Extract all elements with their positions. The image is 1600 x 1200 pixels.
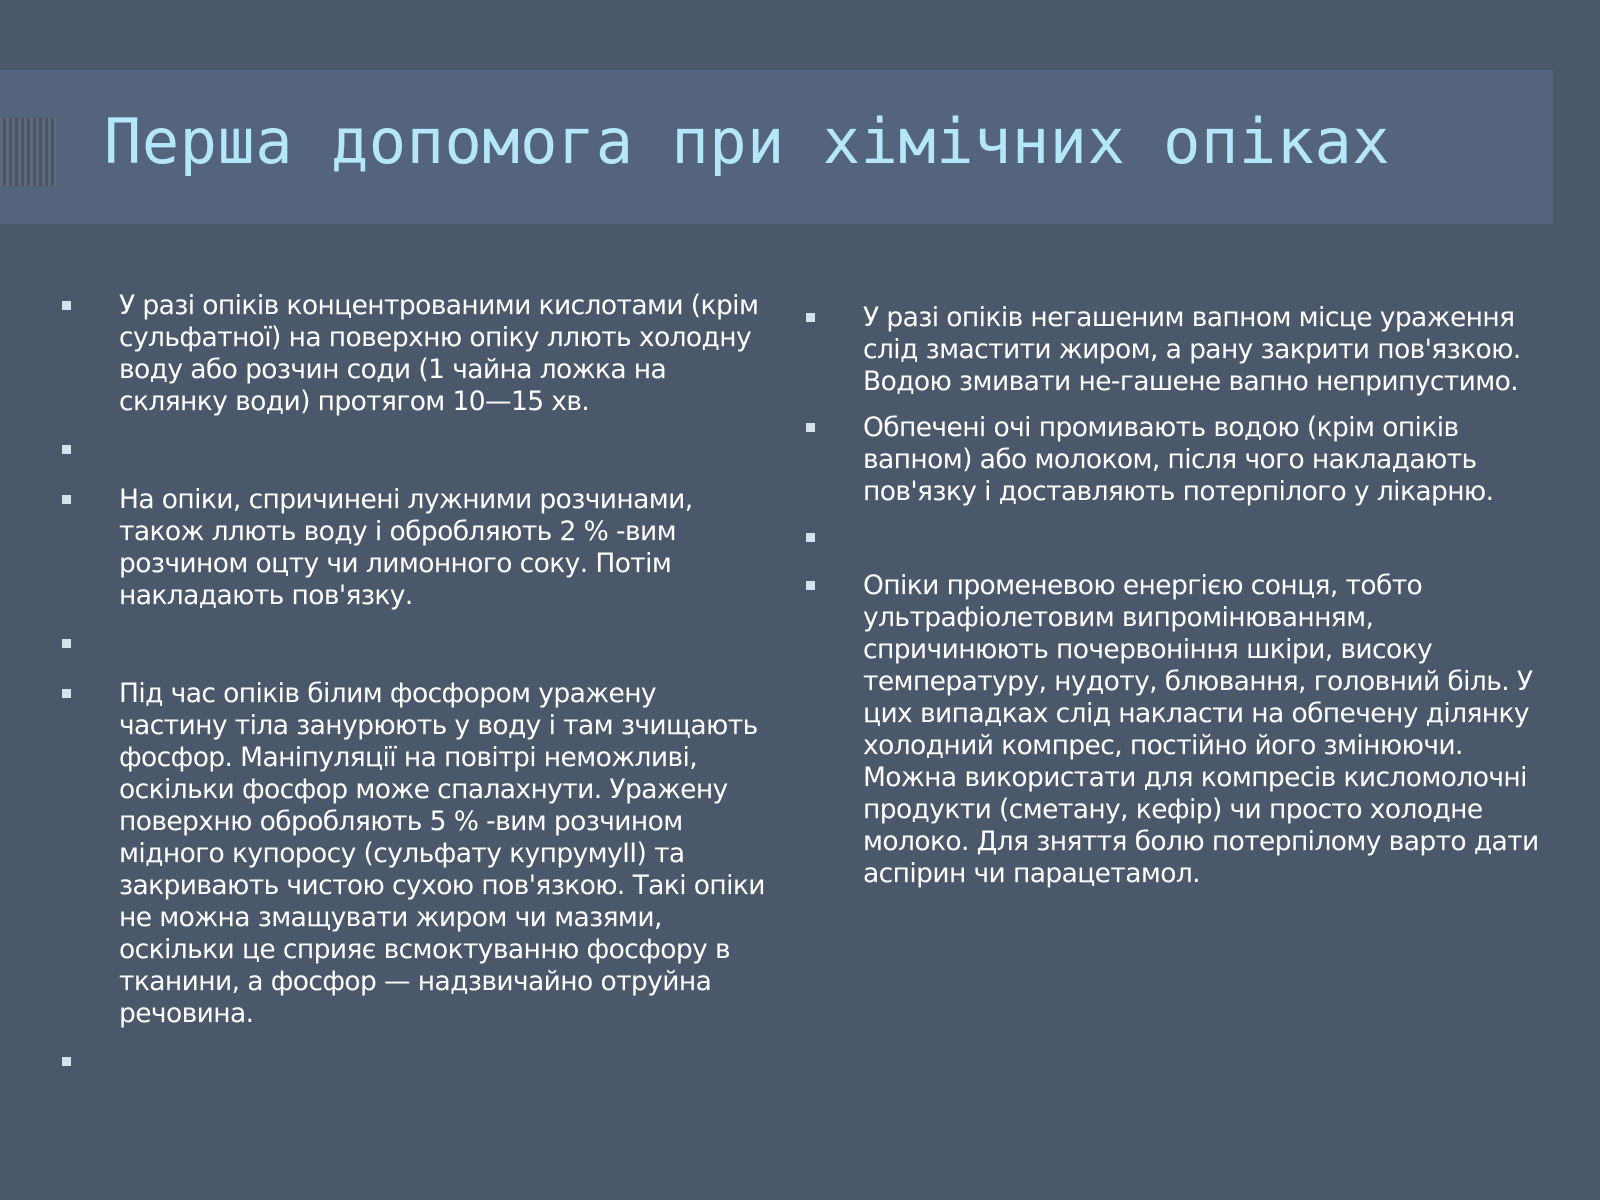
bullet-item bbox=[804, 570, 1564, 890]
bullet-item bbox=[804, 412, 1564, 508]
square-bullet-icon bbox=[62, 1057, 71, 1066]
square-bullet-icon bbox=[806, 313, 815, 322]
bullet-text bbox=[119, 628, 770, 660]
bullet-item bbox=[60, 484, 770, 612]
bullet-text bbox=[119, 434, 770, 466]
bullet-item bbox=[60, 678, 770, 1030]
bullet-text bbox=[863, 522, 1564, 554]
bullet-text: У разі опіків концентрованими кислотами (крім сульфатної) на поверхню опіку ллють холодну воду або розчин соди (1 чайна ложка на склянку води) протягом 10—15 хв. bbox=[119, 290, 759, 417]
bullet-item bbox=[60, 628, 770, 660]
bullet-text: На опіки, спричинені лужними розчинами, також ллють воду і обробляють 2 % -вим розчином оцту чи лимонного соку. Потім накладають пов'язку. bbox=[119, 484, 693, 611]
square-bullet-icon bbox=[806, 423, 815, 432]
bullet-item bbox=[60, 290, 770, 418]
square-bullet-icon bbox=[62, 639, 71, 648]
bullet-text: Під час опіків білим фосфором уражену частину тіла занурюють у воду і там зчищають фосфор. Маніпуляції на повітрі неможливі, оскільки фосфор може спалахнути. Уражену поверхню обробляють 5 % -вим розчином мідного купоросу (сульфату купрумуІІ) та закривають чистою сухою пов'язкою. Такі опіки не можна змащувати жиром чи мазями, оскільки це сприяє всмоктуванню фосфору в тканини, а фосфор — надзвичайно отруйна речовина. bbox=[119, 678, 765, 1029]
square-bullet-icon bbox=[806, 581, 815, 590]
bullet-text bbox=[119, 1046, 770, 1078]
square-bullet-icon bbox=[806, 533, 815, 542]
right-column bbox=[804, 302, 1564, 904]
square-bullet-icon bbox=[62, 445, 71, 454]
square-bullet-icon bbox=[62, 301, 71, 310]
bullet-text: Опіки променевою енергією сонця, тобто ультрафіолетовим випромінюванням, спричинюють почервоніння шкіри, високу температуру, нудоту, блювання, головний біль. У цих випадках слід накласти на обпечену ділянку холодний компрес, постійно його змінюючи. Можна використати для компресів кисломолочні продукти (сметану, кефір) чи просто холодне молоко. Для зняття болю потерпілому варто дати аспірин чи парацетамол. bbox=[863, 570, 1539, 889]
bullet-text: У разі опіків негашеним вапном місце ураження слід змастити жиром, а рану закрити пов'язкою. Водою змивати не-гашене вапно неприпустимо. bbox=[863, 302, 1521, 397]
title-band-texture bbox=[0, 118, 56, 186]
bullet-item bbox=[60, 1046, 770, 1078]
bullet-item bbox=[804, 522, 1564, 554]
square-bullet-icon bbox=[62, 495, 71, 504]
left-column bbox=[60, 290, 770, 1096]
bullet-item bbox=[60, 434, 770, 466]
bullet-item bbox=[804, 302, 1564, 398]
slide-title: Перша допомога при хімічних опіках bbox=[104, 105, 1391, 178]
square-bullet-icon bbox=[62, 689, 71, 698]
bullet-text: Обпечені очі промивають водою (крім опіків вапном) або молоком, після чого накладають пов'язку і доставляють потерпілого у лікарню. bbox=[863, 412, 1494, 507]
